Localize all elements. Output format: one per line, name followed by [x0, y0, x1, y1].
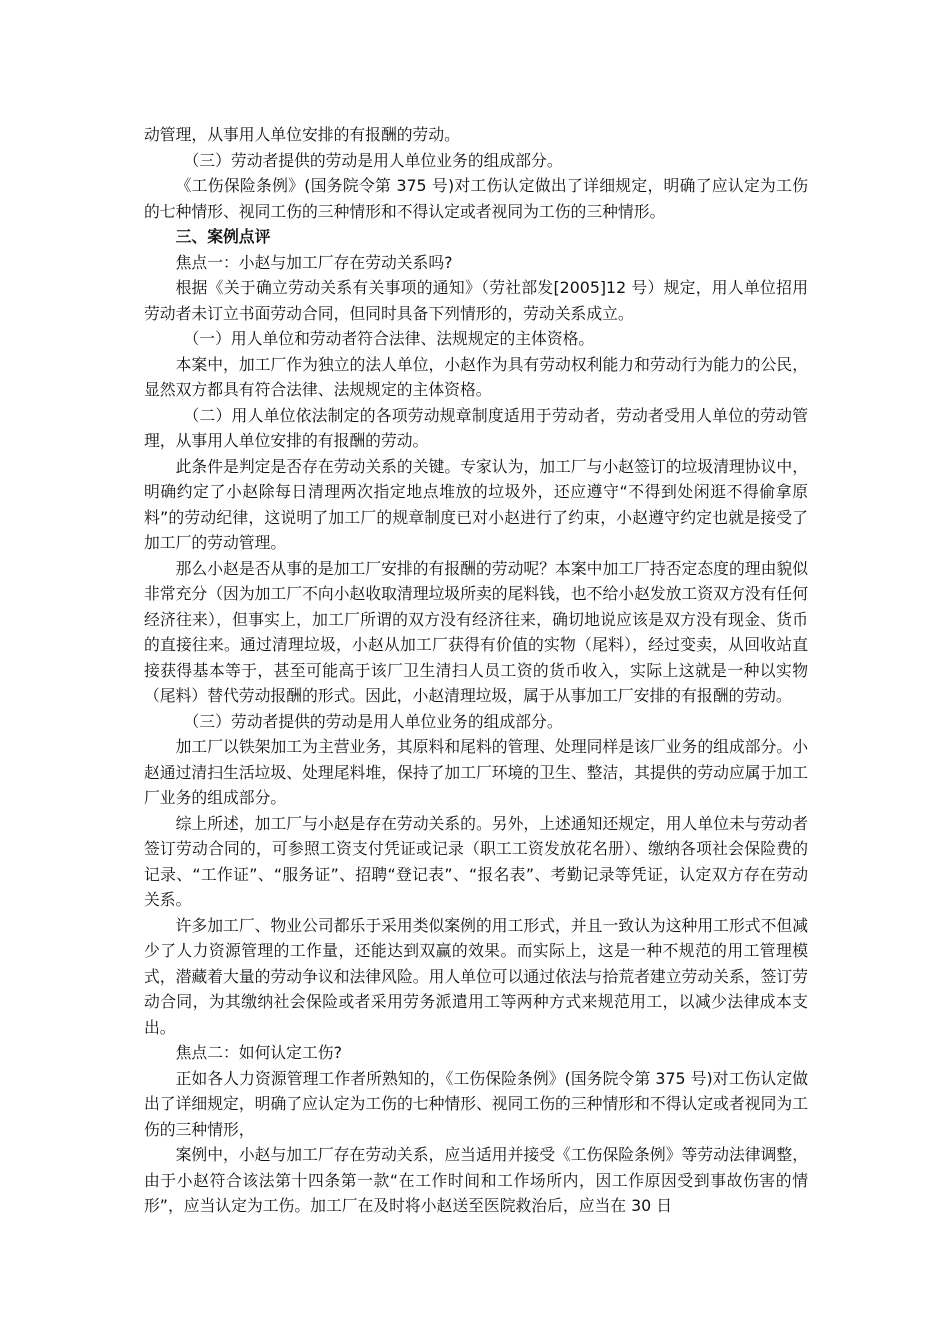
paragraph-subject: 本案中，加工厂作为独立的法人单位，小赵作为具有劳动权利能力和劳动行为能力的公民，显然双方都具有符合法律、法规规定的主体资格。	[144, 354, 808, 399]
paragraph-key-condition: 此条件是判定是否存在劳动关系的关键。专家认为，加工厂与小赵签订的垃圾清理协议中，明确约定了小赵除每日清理两次指定地点堆放的垃圾外，还应遵守“不得到处闲逛不得偷拿原料”的劳动纪律，这说明了加工厂的规章制度已对小赵进行了约束，小赵遵守约定也就是接受了加工厂的劳动管理。	[144, 456, 808, 552]
section-heading-case-review: 三、案例点评	[175, 227, 271, 246]
paragraph-injury-case: 案例中，小赵与加工厂存在劳动关系，应当适用并接受《工伤保险条例》等劳动法律调整，由于小赵符合该法第十四条第一款“在工作时间和工作场所内，因工作原因受到事故伤害的情形”，应当认定为工伤。加工厂在及时将小赵送至医院救治后，应当在 30 日	[144, 1145, 808, 1215]
paragraph-notice: 根据《关于确立劳动关系有关事项的通知》（劳社部发[2005]12 号）规定，用人单位招用劳动者未订立书面劳动合同，但同时具备下列情形的，劳动关系成立。	[144, 278, 808, 323]
paragraph-remuneration: 那么小赵是否从事的是加工厂安排的有报酬的劳动呢？本案中加工厂持否定态度的理由貌似非常充分（因为加工厂不向小赵收取清理垃圾所卖的尾料钱，也不给小赵发放工资双方没有任何经济往来），但事实上，加工厂所谓的双方没有经济往来，确切地说应该是双方没有现金、货币的直接往来。通过清理垃圾，小赵从加工厂获得有价值的实物（尾料），经过变卖，从回收站直接获得基本等于，甚至可能高于该厂卫生清扫人员工资的货币收入，实际上这就是一种以实物（尾料）替代劳动报酬的形式。因此，小赵清理垃圾，属于从事加工厂安排的有报酬的劳动。	[144, 558, 808, 705]
paragraph-summary: 综上所述，加工厂与小赵是存在劳动关系的。另外，上述通知还规定，用人单位未与劳动者签订劳动合同的，可参照工资支付凭证或记录（职工工资发放花名册）、缴纳各项社会保险费的记录、“工作证”、“服务证”、招聘“登记表”、“报名表”、考勤记录等凭证，认定双方存在劳动关系。	[144, 813, 808, 909]
focus-two-heading: 焦点二：如何认定工伤?	[175, 1043, 342, 1062]
paragraph-business: 加工厂以铁架加工为主营业务，其原料和尾料的管理、处理同样是该厂业务的组成部分。小赵通过清扫生活垃圾、处理尾料堆，保持了加工厂环境的卫生、整洁，其提供的劳动应属于加工厂业务的组成部分。	[144, 737, 808, 807]
paragraph-item-1: （一）用人单位和劳动者符合法律、法规规定的主体资格。	[183, 329, 595, 348]
focus-one-heading: 焦点一：小赵与加工厂存在劳动关系吗?	[175, 252, 453, 272]
paragraph-injury-regulation: 正如各人力资源管理工作者所熟知的，《工伤保险条例》(国务院令第 375 号)对工伤认定做出了详细规定，明确了应认定为工伤的七种情形、视同工伤的三种情形和不得认定或者视同为工伤的三种情形，	[144, 1068, 808, 1139]
paragraph-item-3-repeat: （三）劳动者提供的劳动是用人单位业务的组成部分。	[183, 711, 563, 731]
paragraph-regulation: 《工伤保险条例》(国务院令第 375 号)对工伤认定做出了详细规定，明确了应认定为工伤的七种情形、视同工伤的三种情形和不得认定或者视同为工伤的三种情形。	[144, 176, 808, 221]
paragraph-continuation: 动管理，从事用人单位安排的有报酬的劳动。	[144, 125, 460, 144]
paragraph-item-3: （三）劳动者提供的劳动是用人单位业务的组成部分。	[183, 150, 563, 170]
document-body	[144, 122, 808, 1219]
paragraph-risk: 许多加工厂、物业公司都乐于采用类似案例的用工形式，并且一致认为这种用工形式不但减少了人力资源管理的工作量，还能达到双赢的效果。而实际上，这是一种不规范的用工管理模式，潜藏着大量的劳动争议和法律风险。用人单位可以通过依法与拾荒者建立劳动关系，签订劳动合同，为其缴纳社会保险或者采用劳务派遣用工等两种方式来规范用工，以减少法律成本支出。	[144, 915, 808, 1037]
paragraph-item-2: （二）用人单位依法制定的各项劳动规章制度适用于劳动者，劳动者受用人单位的劳动管理，从事用人单位安排的有报酬的劳动。	[144, 405, 808, 450]
